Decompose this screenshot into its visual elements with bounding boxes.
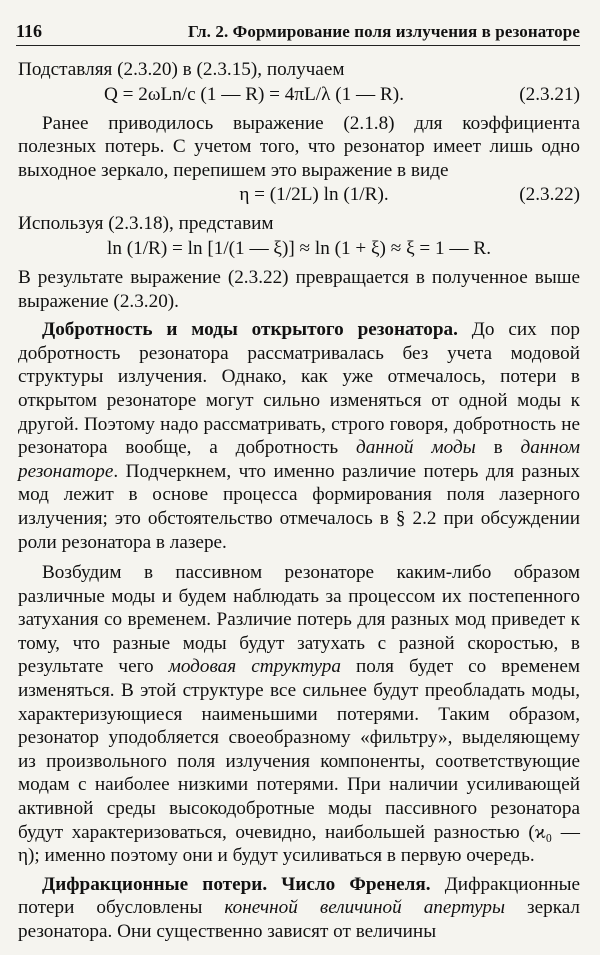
- emphasis: данной моды: [356, 437, 476, 459]
- text-run: в: [475, 437, 521, 459]
- equation-number: (2.3.22): [519, 184, 580, 206]
- equation-expression: η = (1/2L) ln (1/R).: [239, 184, 389, 206]
- emphasis: модовая структура: [168, 656, 341, 678]
- text-run: зеркал резонатора. Они существенно зависят от величины: [18, 897, 580, 942]
- paragraph-passive-resonator: [18, 561, 580, 868]
- paragraph-diffraction-losses: [18, 873, 580, 944]
- text-run: Дифракционные потери обусловлены: [18, 873, 581, 919]
- equation-number: (2.3.21): [519, 83, 580, 105]
- equation-2-3-22: [18, 182, 580, 207]
- text-run: До сих пор добротность резонатора рассматривалась без учета модовой структуры излучения. Однако, как уже отмечалось, потери в открытом резонаторе могут сильно изменяться от одной моды к другой. Поэтому надо рассматривать, строго говоря, добротность не резонатора вообще, а добротность: [18, 319, 580, 459]
- section-heading: Добротность и моды открытого резонатора.: [42, 319, 458, 341]
- equation-expression: ln (1/R) = ln [1/(1 — ξ)] ≈ ln (1 + ξ) ≈ ξ = 1 — R.: [106, 237, 492, 259]
- paragraph-result: В результате выражение (2.3.22) превращается в полученное выше выражение (2.3.20).: [18, 266, 580, 312]
- emphasis: конечной величиной апертуры: [224, 897, 505, 919]
- running-header: [16, 16, 580, 46]
- page-body: [18, 58, 580, 944]
- text-run: Возбудим в пассивном резонаторе каким-либо образом различные моды и будем наблюдать за процессом их постепенного затухания со временем. Различие потерь для разных мод приведет к тому, что разные моды будут затухать с разной скоростью, в результате чего: [18, 562, 580, 678]
- page-number: 116: [16, 21, 43, 41]
- chapter-title: Гл. 2. Формирование поля излучения в резонаторе: [188, 22, 580, 41]
- paragraph-useful-losses: Ранее приводилось выражение (2.1.8) для коэффициента полезных потерь. С учетом того, что резонатор имеет лишь одно выходное зеркало, перепишем это выражение в виде: [18, 112, 580, 181]
- equation-expression: Q = 2ωLn/c (1 — R) = 4πL/λ (1 — R).: [103, 83, 404, 105]
- equation-ln-approx: [18, 236, 580, 261]
- section-heading: Дифракционные потери. Число Френеля.: [42, 873, 431, 895]
- paragraph-q-factor-modes: [18, 318, 580, 554]
- emphasis: данном резонаторе: [18, 437, 580, 482]
- equation-2-3-21: [18, 82, 580, 107]
- text-run: поля будет со временем изменяться. В этой структуре все сильнее будут преобладать моды, характеризующиеся наименьшими потерями. Таким образом, резонатор уподобляется своеобразному «фильтру», выделяющему из произвольного поля излучения компоненты, соответствующие модам с наиболее низкими потерями. При наличии усиливающей активной среды высокодобротные моды пассивного резонатора будут характеризоваться, очевидно, наибольшей разностью (ϰ₀ — η); именно поэтому они и будут усиливаться в первую очередь.: [18, 656, 580, 867]
- paragraph-intro-eq1: Подставляя (2.3.20) в (2.3.15), получаем: [18, 59, 345, 80]
- text-run: . Подчеркнем, что именно различие потерь для разных мод лежит в основе процесса формирования поля лазерного излучения; это обстоятельство отмечалось в § 2.2 при обсуждении роли резонатора в лазере.: [18, 460, 580, 553]
- paragraph-using-eq: Используя (2.3.18), представим: [18, 213, 274, 235]
